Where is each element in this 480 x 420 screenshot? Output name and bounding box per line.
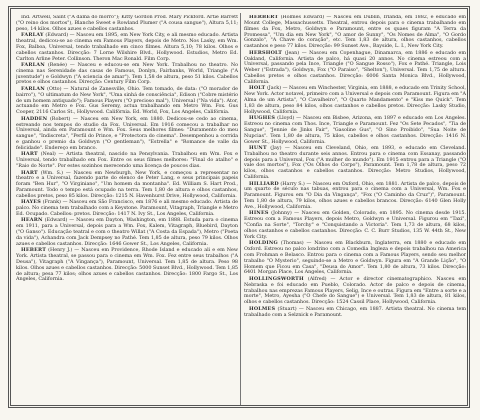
entry-text: (Thomas) — Nasceu em Blackburn, Inglaterra, em 1880 e educado em Oxford. Estreou no palco londrino com a Comedia Ingleza e depois trabalhou na America com Frohman e Belasco. Entrou para o cinema com a Famous Players, sendo seu melhor trabalho "O Mysterio", seguindo-se a Metro e Goldwyn. Figura em "A Grande Lição", "O Homem que Ficou em Casa", "Deusa do Amor". Tem 1,80 de altura, 73 kilos. Direcção: 6401 Morgan Place, Los Angeles, California. — [244, 240, 466, 276]
entry-text: (Neal) — Artista theatral, nascido na Pensylvania. Trabalhou em Wm. Fox e Universal, tendo trabalhado em Fox. Entre os seus filmes melhores: "Final do atalho" e "Raio do Norte". Por estes sozinhos merecendo uma licença de poucos dias. — [16, 151, 238, 170]
entry-text: (Wm. S.) — Nasceu em Newburgh, New York, e começou a representar no theatro e a Universal, fazendo parte do elenco de Peter Lang, e seus principais papeis foram "Ben Hur", "O Virginiano", "Um homem da montanha". Ed. William S. Hart Prod., Paramount. Todo o tempo está ocupado na terra. Tem 1,80 de altura e olhos castanhos, cabellos pretos, peso 85 kilos. Direcção: 1215 N. Havenhurst Drive, Hollywood, California. — [16, 169, 238, 199]
entry-name: HOLLINGSWORTH — [249, 275, 304, 282]
entry-text: (Edward) — Nasceu em 1895, em New York City, e ali mesmo educado. Artista theatral, dedicou-se ao cinema em Famous Players, depois de Metro. Nos Lasky, em Wm. Fox, Balboa, Universal, tendo trabalhado em cinco filmes. Altura 5,10; 78 kilos. Olhos e cabellos castanhos. Direcção: 7 Lorne Wilshire Blvd., Hollywood. Estudios, Metro Ed. Carlton Arline Peter. Collinson. Theron Mac Ronald. Film Corp. — [16, 32, 238, 62]
entry-text: (Frank) — Nasceu em São Francisco, em 1876 e ali mesmo educado. Artista de palco. No cinema tem trabalhado com a Keystone. Paramount, Vitagraph, Triangle e Metro Ed. Ocupado. Cabellos: pretos. Direcção: 1417 N. Ivy St., Los Angeles, California. — [16, 199, 238, 217]
entry-name: HEARN — [21, 217, 43, 224]
entry-name: HAYES — [21, 199, 41, 206]
entry-name: FARLAY — [21, 32, 44, 39]
entry-text: (Holmes Edward) — Nasceu em Dublin, Irlanda, em 1882, e educado em Mount College, Massachussetts. Theatral, entrou depois para o cinema trabalhando em filmes da Fox, Metro, Goldwyn e Paramount, entre os quaes figuram "A Terra da Promessa", "Um dia em New York", "O amor de Sunny", "Os Nomes de Alma", "O Gordo Gonzalo", "A Chave do coração", etc. Tem 1,83 de altura, olhos castanhos, cabellos castanhos e peso 77 kilos. Direcção: 99 Sunset Ave., Bayside, L. I., New York City. — [244, 15, 466, 50]
directory-entry — [16, 200, 238, 218]
entry-name: HEBERT — [21, 247, 47, 254]
entry-text: (Otto) — Natural de Zanesville, Ohio. Tem tomado, de data: ("O morador de bairro"), "O ultimatum do New York", "Uma sinhá de consciência", Edison ("Cobre mistério de um homem antiquado"); Famous Players ("O precioso mal"), Universal ("Na vida"). Ator, actuando em Metro e Fox. Gus Seremy, actua trabalhando em Metro Wm. Fox. Gus Cooper, 2116 Carlos St., Hollywood. Califórnia. Ed. World, Fox, Los Angeles, Califórnia. — [16, 85, 238, 116]
directory-entry — [244, 15, 466, 50]
entry-text: (Stuart) — Nasceu em Chicago, em 1887. Artista theatral. No cinema tem trabalhado com a Selznick e Paramount. — [244, 305, 466, 318]
entry-text: (Renée) — Nasceu e educou-se em New York. Trabalhou no theatro. No cinema nas Serenidade das casas de Famous, Donlyn, Fairbanks, World, Triangle ("A juventude") e Goldwyn ("A sciencia de amar"). Tem 1,58 de altura, peso 51 kilos. Cabellos pretos e olhos castanhos. Direcção: Century Film Corp. — [16, 61, 238, 86]
column-divider — [240, 13, 241, 405]
entry-name: HINES — [249, 210, 269, 217]
left-column — [16, 15, 238, 401]
directory-entry — [16, 117, 238, 152]
directory-entry — [244, 307, 466, 319]
directory-entry — [16, 152, 238, 170]
directory-entry — [244, 116, 466, 145]
entry-text: (Harry S.) — Nasceu em Oxford, Ohio, em 1881. Artista de palco, depois de um quarto de século nas tabuas, entrou para o cinema com a Universal, Wm. Fox e Paramount. Figurou em "O Dia da Vingança", "Fox ("O Caminho da Cruz")", Paramount. Tem 1,80 de altura, 79 kilos, olhos azues e cabellos brancos. Direcção: 6140 Glen Holly Ave., Hollywood, California. — [244, 180, 466, 210]
entry-text: (Lloyd) — Nasceu em Bisbee, Arizona, em 1897 e educado em Los Angeles. Estreou no cinema com Thos. Ince, Triangle e Paramount. Fez "Os Sete Pecados", "Tia de Sangue", "Jennie de Jinks Fair", "Gasoline Gus", "O Sino Proibido", "Sua Noite de Nupcias". Tem 1,80 de altura, 75 kilos, cabellos e olhos castanhos. Direcção: 1416 N. Gower St., Hollywood, California. — [244, 115, 466, 145]
directory-entry — [244, 241, 466, 276]
entry-text: (Alfred) — Actor e director cinematographico. Nasceu em Nebraska e foi educado em Pueblo, Colorado. Actor de palco e depois de cinema, trabalhou nas emprezas Famous Players, Selig, Ince e outras. Figura em "Entre a sorte e a morte", Metro, Ayesha ("O Chefe do Sangue") e Universal. Tem 1,83 de altura, 81 kilos, olhos e cabellos castanhos. Direcção: 1524 Cassil Place, Hollywood, California. — [244, 275, 466, 306]
entry-text: (Jack) — Nasceu em Winchester, Virginia, em 1888, e educado em Trinity School, New York. Actor notavel, primeiro com a Universal e depois com Paramount. Figura em "A Alma de um Artista", "O Cavalheiro", "O Quarto Mandamento" e "Kiss me Quick". Tem 1,83 de altura, peso 84 kilos, olhos castanhos e cabellos pretos. Direcção: Lasky Studio, Hollywood, California. — [244, 85, 466, 115]
directory-entry — [16, 171, 238, 200]
entry-name: HOLT — [249, 85, 266, 92]
entry-name: HERBERT — [249, 15, 279, 20]
entry-text: (Jean) — Nasceu em Copenhague, Dinamarca, em 1886 e educado em Oakland, California. Artista de palco, há quasi 20 annos. No cinema estreou com a Universal, passando pela Ince, Triangle ("O Sangue Rosso"), Fox e Pathé. Triangle, Lois Weber ("Estrada"), Goldwyn, Fox ("O Paraiso", "Shelton"), Universal. Tem 1,75 de altura. Cabellos pretos e olhos castanhos. Direcção: 6006 Santa Monica Blvd., Hollywood, California. — [244, 49, 466, 85]
entry-name: HUNT — [249, 144, 267, 151]
entry-text: Ind. Artwell, Saint ("A dama do morro"); Kitty Gordon Prod. Mary Pickford. Artie Barrett ("O reino dos mortos"), Blanche Sweet e Rowland Plumer ("A cousa sangue"), Altura 5,11; peso, 14 kilos. Olhos azues e cabellos castanhos. — [16, 15, 238, 32]
directory-entry — [244, 86, 466, 115]
entry-name: FARLAN — [21, 85, 45, 92]
entry-text: (Robert) — Nasceu em New York, em 1880. Dedicou-se cedo ao cinema, estreando nos tempos do studio da Fox. Universal. Em 1916 comecou a trabalhar no Universal, ainda em Paramount e Wm. Fox. Seus melhores filmes: "Duramento do meu sangue", "Indiscreta", "Perfil do Prince, e "Protectora do cinema". Desempenhou a corrida e ganhou o premio da Goldwyn ("O gentleman"), "Estrella" e "Romance de valle da felicidade". Endereço em branco. — [16, 115, 238, 151]
entry-name: HART — [21, 169, 38, 176]
directory-entry — [244, 211, 466, 240]
page-border — [8, 6, 470, 408]
entry-name: HOLDING — [249, 240, 278, 247]
right-column — [244, 15, 466, 401]
directory-entry — [244, 146, 466, 181]
entry-name: FARLAN — [21, 61, 45, 68]
directory-entry — [244, 277, 466, 306]
directory-entry — [16, 87, 238, 116]
directory-entry — [244, 182, 466, 211]
entry-text: (Edward) — Nasceu em Dayton, Washington, em 1888. Estuda para o cinema em 1911, para a Universal, depois para a Wm. Fox, Kalem, Vitagraph, Bluebird, Dayton ("O Ganso"). Educação teatral e com o theatro Willat ("A Costa da Espada"), Metro ("Poeta da vida"), Achandra com Jack Dempsey no Pathé. Tem 1,85 de altura, peso 79 kilos. Olhos azues e cabellos castanhos. Direcção: 1646 Gower St., Los Angeles, California. — [16, 217, 238, 247]
directory-entry — [16, 63, 238, 86]
entry-name: HOLMES — [249, 305, 276, 312]
directory-entry — [16, 218, 238, 247]
entry-text: (Johnny) — Nasceu em Golden, Colorado, em 1895. No cinema desde 1915. Estreou com a Famous Players, depois Metro, Goldwyn e Universal. Figurou em "Taxi", "Confia na Sorte", "Torchy" e "Conquistando a Victoria". Tem 1,73 de altura, 68 kilos, olhos castanhos e cabellos castanhos. Direcção: C. C. Burr Studios, 135 W. 44th St., New York City. — [244, 210, 466, 240]
directory-entry — [16, 248, 238, 283]
directory-entry — [244, 51, 466, 86]
entry-text: (Jay) — Nasceu em Cleveland, Ohio, em 1893, e educado em Cleveland. Trabalhou no theatro durante seis annos. Entrou para o cinema com Essanay, passando depois para a Universal, Fox ("A mulher do mundo"). Em 1915 entrou para a Triangle ("O vale dos mortos"), Fox ("Os Olhos do Corpo"), Paramount. Tem 1,78 de altura, peso 72 kilos, olhos castanhos e cabellos castanhos. Direcção: Metro Studios, Hollywood, California. — [244, 144, 466, 181]
entry-name: HUGHES — [249, 115, 276, 122]
directory-entry — [16, 15, 238, 33]
entry-name: HADDEN — [21, 115, 48, 122]
entry-name: HILLIARD — [249, 180, 279, 187]
entry-text: (Henry J.) — Nasceu em Providence, Rhode Island e educado ali e em New York. Artista theatral, se passou para o cinema em Wm. Fox. Fez entre seus trabalhos ("A Deusa"), Vitagraph ("A Vingança"), Paramount, Universal. Tem 1,85 de altura. Peso 98 kilos. Olhos azues e cabellos castanhos. Direcção: 5000 Sunset Blvd., Hollywood. Tem 1,85 de altura; pesa 77 kilos; olhos azues e cabellos castanhos. Direcção: 1800 Fargo St., Los Angeles, California. — [16, 247, 238, 283]
directory-entry — [16, 33, 238, 62]
entry-name: HERSHOLT — [249, 49, 283, 56]
entry-name: HART — [21, 151, 38, 158]
